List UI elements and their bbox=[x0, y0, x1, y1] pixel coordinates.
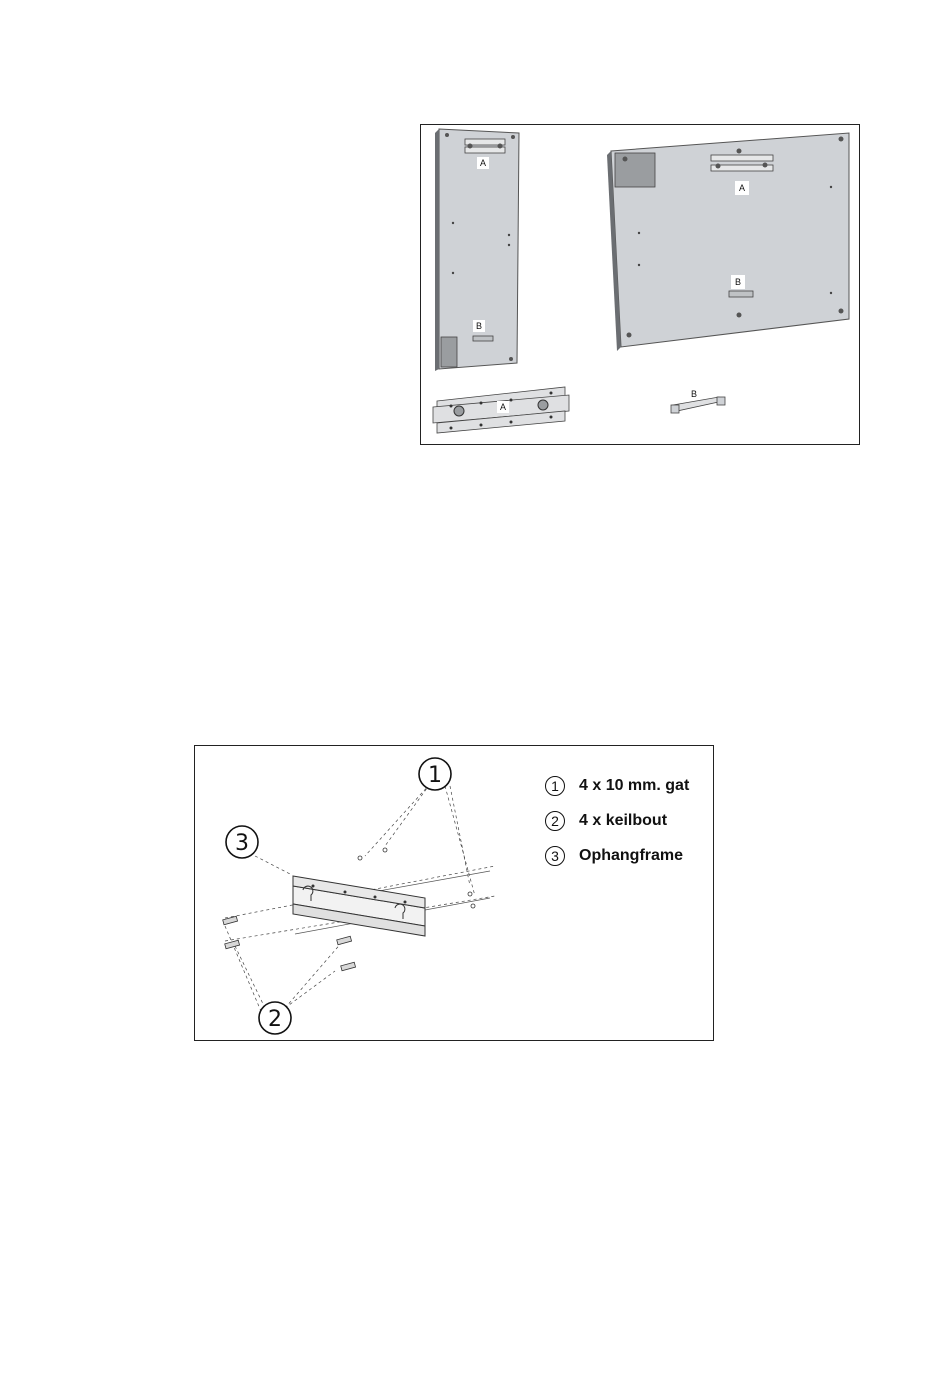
callout-3 bbox=[226, 826, 258, 858]
landscape-handle-label: B bbox=[735, 277, 742, 287]
parts-legend bbox=[545, 768, 689, 873]
callout-2-number: 2 bbox=[268, 1007, 282, 1032]
legend-label: 4 x keilbout bbox=[579, 811, 668, 829]
callout-1-number: 1 bbox=[428, 763, 442, 788]
portrait-bracket-label: A bbox=[480, 158, 487, 168]
handle-detail bbox=[671, 389, 725, 413]
portrait-handle-label: B bbox=[476, 321, 483, 331]
legend-number: 2 bbox=[545, 811, 565, 831]
callout-3-number: 3 bbox=[235, 831, 249, 856]
detail-handle-label: B bbox=[691, 389, 698, 399]
legend-label: 4 x 10 mm. gat bbox=[579, 776, 690, 794]
legend-label: Ophangframe bbox=[579, 846, 684, 864]
legend-item-frame bbox=[545, 838, 689, 873]
bracket-detail bbox=[433, 387, 569, 433]
landscape-panel bbox=[607, 133, 849, 351]
portrait-handle-graphic bbox=[473, 336, 493, 341]
wall-mounting-figure bbox=[194, 745, 714, 1041]
legend-number: 3 bbox=[545, 846, 565, 866]
detail-bracket-label: A bbox=[500, 402, 507, 412]
panel-mounting-figure bbox=[420, 124, 860, 445]
legend-number: 1 bbox=[545, 776, 565, 796]
callout-1 bbox=[419, 758, 451, 790]
legend-item-bolts bbox=[545, 803, 689, 838]
portrait-panel bbox=[435, 129, 519, 371]
landscape-handle-graphic bbox=[729, 291, 753, 297]
panel-mounting-illustration bbox=[421, 125, 861, 446]
legend-item-holes bbox=[545, 768, 689, 803]
hanging-frame-graphic bbox=[293, 876, 425, 936]
callout-2 bbox=[259, 1002, 291, 1034]
landscape-bracket-label: A bbox=[739, 183, 746, 193]
